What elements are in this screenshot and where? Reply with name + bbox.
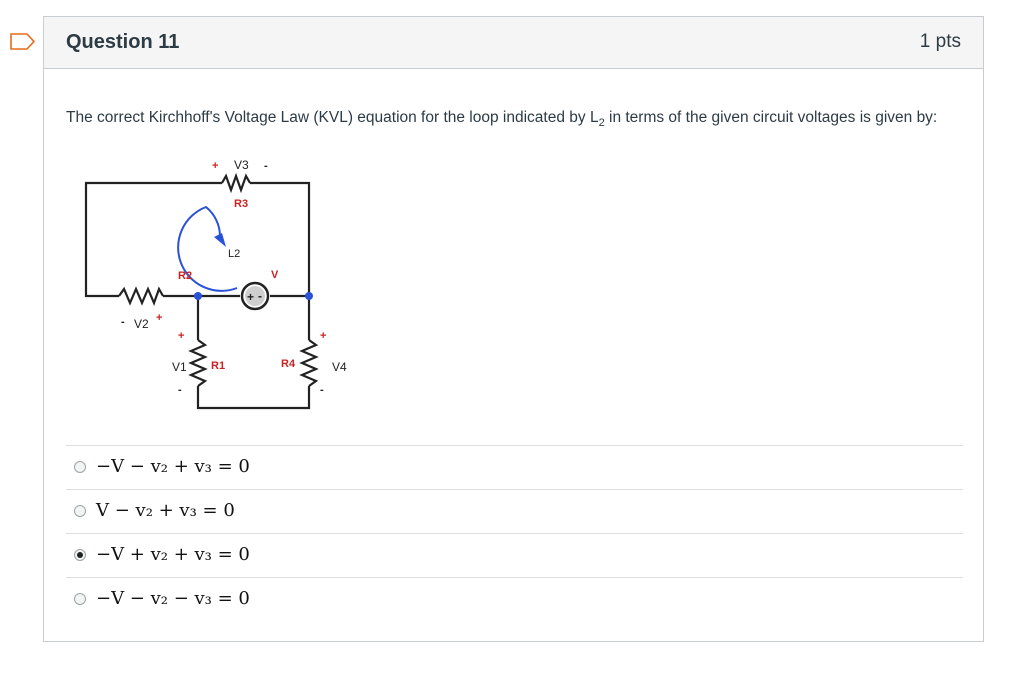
voltage-source — [242, 283, 268, 309]
radio-button[interactable] — [74, 461, 86, 473]
wire-top-right — [250, 183, 309, 296]
radio-button[interactable] — [74, 505, 86, 517]
v2-label: V2 — [134, 317, 149, 331]
question-title: Question 11 — [66, 31, 180, 53]
answer-option[interactable] — [66, 577, 963, 621]
l2-label: L2 — [228, 248, 241, 260]
v3-minus: - — [264, 160, 268, 172]
v4-label: V4 — [332, 360, 347, 374]
question-header — [44, 17, 983, 69]
v2-minus: - — [121, 316, 125, 328]
radio-button[interactable] — [74, 593, 86, 605]
v1-plus: + — [178, 330, 185, 342]
wire-bottom — [198, 386, 309, 408]
question-card — [43, 16, 984, 642]
v1-minus: - — [178, 384, 182, 396]
node-right — [305, 292, 313, 300]
bookmark-icon[interactable] — [10, 33, 36, 50]
r4-label: R4 — [281, 358, 296, 370]
answer-equation: V − v₂ + v₃ = 0 — [96, 500, 235, 521]
question-text: The correct Kirchhoff's Voltage Law (KVL) equation for the loop indicated by $L_2$ in terms of the given circuit voltages is given by: — [66, 109, 938, 130]
v-label: V — [271, 269, 279, 281]
v1-label: V1 — [172, 360, 187, 374]
node-left — [194, 292, 202, 300]
wire-top-left — [86, 183, 222, 296]
r1-label: R1 — [211, 360, 226, 372]
resistor-r1 — [191, 340, 205, 386]
resistor-r3 — [222, 176, 250, 190]
answer-equation: −V − v₂ + v₃ = 0 — [96, 456, 250, 477]
answer-option[interactable] — [66, 489, 963, 533]
v2-plus: + — [156, 312, 163, 324]
svg-text:-: - — [258, 289, 262, 303]
answer-equation: −V − v₂ − v₃ = 0 — [96, 588, 250, 609]
answer-option[interactable] — [66, 445, 963, 489]
answer-equation: −V + v₂ + v₃ = 0 — [96, 544, 250, 565]
svg-text:+: + — [247, 290, 255, 304]
v3-label: V3 — [234, 158, 249, 172]
resistor-r2 — [119, 289, 163, 303]
v3-plus: + — [212, 160, 219, 172]
radio-button-selected[interactable] — [74, 549, 86, 561]
circuit-diagram — [74, 157, 394, 417]
r3-label: R3 — [234, 198, 249, 210]
v4-plus: + — [320, 330, 327, 342]
resistor-r4 — [302, 340, 316, 386]
r2-label: R2 — [178, 270, 193, 282]
question-points: 1 pts — [919, 31, 961, 52]
answer-list — [66, 445, 963, 621]
loop-arrowhead — [214, 233, 226, 247]
v4-minus: - — [320, 384, 324, 396]
answer-option[interactable] — [66, 533, 963, 577]
